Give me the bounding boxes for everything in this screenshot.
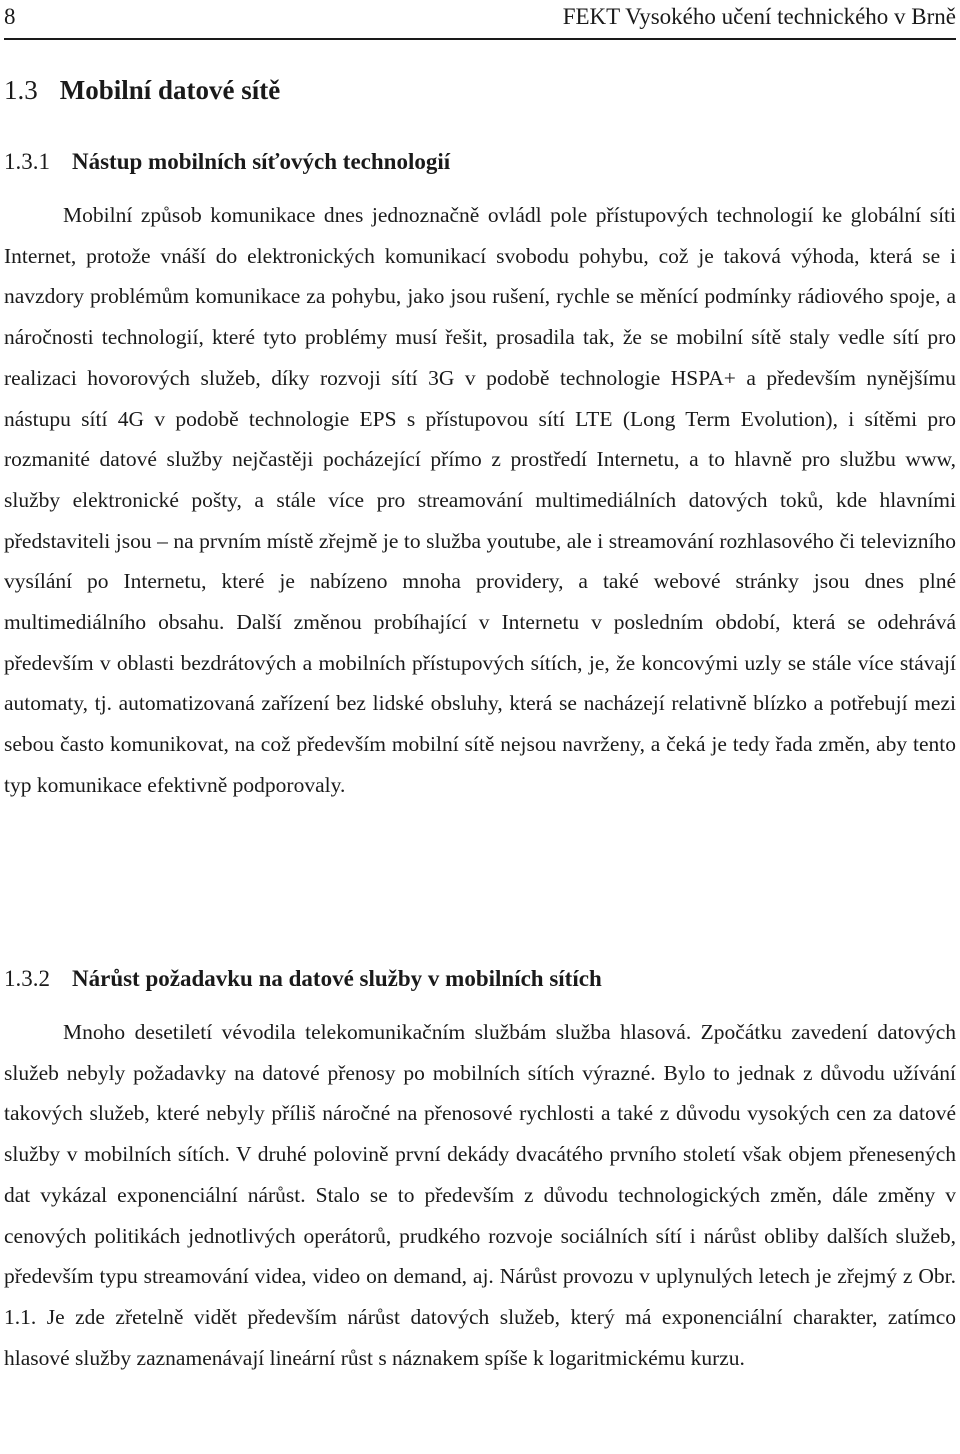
body-paragraph-2: Mnoho desetiletí vévodila telekomunikačním službám služba hlasová. Zpočátku zavedení datových služeb nebyly požadavky na datové přenosy po mobilních sítích výrazné. Bylo to jednak z důvodu užívání takových služeb, které nebyly příliš náročné na přenosové rychlosti a také z důvodu vysokých cen za datové služby v mobilních sítích. V druhé polovině první dekády dvacátého prvního století však objem přenesených dat vykázal exponenciální nárůst. Stalo se to především z důvodu technologických změn, dále změny v cenových politikách jednotlivých operátorů, prudkého rozvoje sociálních sítí i nárůst obliby dalších služeb, především typu streamování videa, video on demand, aj. Nárůst provozu v uplynulých letech je zřejmý z Obr. 1.1. Je zde zřetelně vidět především nárůst datových služeb, který má exponenciální charakter, zatímco hlasové služby zaznamenávají lineární růst s náznakem spíše k logaritmickému kurzu. xyxy=(4,1020,956,1370)
subsection-number: 1.3.1 xyxy=(4,149,50,174)
section-heading xyxy=(4,73,280,107)
subsection-title: Nástup mobilních síťových technologií xyxy=(72,149,451,174)
running-header xyxy=(4,2,956,38)
subsection-title: Nárůst požadavku na datové služby v mobilních sítích xyxy=(72,966,602,991)
subsection-heading-1 xyxy=(4,147,450,177)
header-title: FEKT Vysokého učení technického v Brně xyxy=(562,4,956,29)
subsection-heading-2 xyxy=(4,964,602,994)
subsection-number: 1.3.2 xyxy=(4,966,50,991)
body-paragraph-1: Mobilní způsob komunikace dnes jednoznačně ovládl pole přístupových technologií ke globální síti Internet, protože vnáší do elektronických komunikací svobodu pohybu, což je taková výhoda, která se i navzdory problémům komunikace za pohybu, jako jsou rušení, rychle se měnící podmínky rádiového spoje, a náročnosti technologií, které tyto problémy musí řešit, prosadila tak, že se mobilní sítě staly vedle sítí pro realizaci hovorových služeb, díky rozvoji sítí 3G v podobě technologie HSPA+ a především nynějšímu nástupu sítí 4G v podobě technologie EPS s přístupovou sítí LTE (Long Term Evolution), i sítěmi pro rozmanité datové služby nejčastěji pocházející přímo z prostředí Internetu, a to hlavně pro službu www, služby elektronické pošty, a stále více pro streamování multimediálních datových toků, kde hlavními představiteli jsou – na prvním místě zřejmě je to služba youtube, ale i streamování rozhlasového či televizního vysílání po Internetu, které je nabízeno mnoha providery, a také webové stránky jsou dnes plné multimediálního obsahu. Další změnou probíhající v Internetu v posledním období, která se odehrává především v oblasti bezdrátových a mobilních přístupových sítích, je, že koncovými uzly se stále více stávají automaty, tj. automatizovaná zařízení bez lidské obsluhy, která se nacházejí relativně blízko a potřebují mezi sebou často komunikovat, na což především mobilní sítě nejsou navrženy, a čeká je tedy řada změn, aby tento typ komunikace efektivně podporovaly. xyxy=(4,203,956,797)
section-title: Mobilní datové sítě xyxy=(59,75,281,105)
page-number: 8 xyxy=(4,4,16,29)
header-rule xyxy=(4,38,956,40)
section-number: 1.3 xyxy=(4,75,38,105)
